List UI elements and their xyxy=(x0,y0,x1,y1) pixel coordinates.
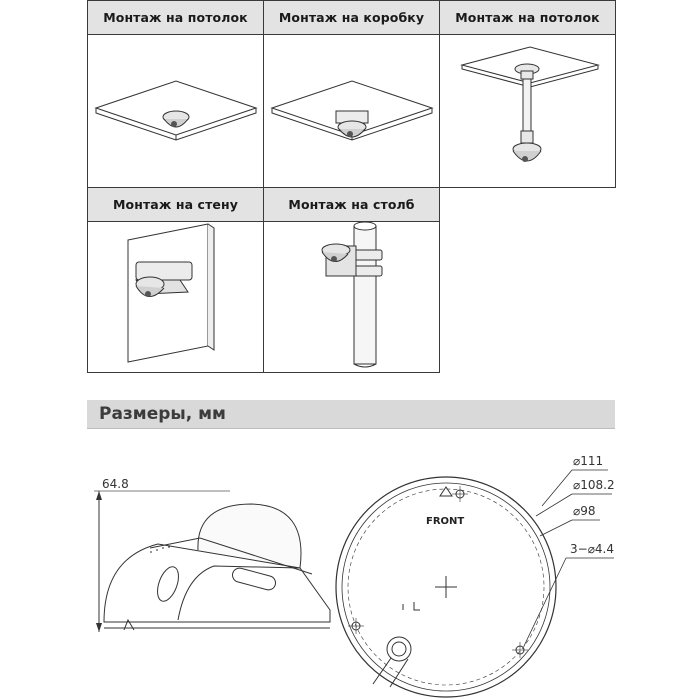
top-view-drawing xyxy=(336,454,615,697)
wall-mount-illustration xyxy=(88,222,263,372)
mount-cell-junction-box xyxy=(263,0,440,188)
holes-label: 3−⌀4.4 xyxy=(570,542,614,556)
dimensions-header xyxy=(87,400,615,429)
side-view-drawing xyxy=(94,477,330,632)
mount-label-ceiling: Монтаж на потолок xyxy=(88,1,263,35)
pole-mount-illustration xyxy=(264,222,439,372)
diameter-98-label: ⌀98 xyxy=(573,504,596,518)
mount-cell-wall xyxy=(87,187,264,373)
mount-label-pole: Монтаж на столб xyxy=(264,188,439,222)
mount-label-wall: Монтаж на стену xyxy=(88,188,263,222)
diameter-111-label: ⌀111 xyxy=(573,454,604,468)
dimensions-title: Размеры, мм xyxy=(99,404,226,424)
mount-label-ceiling-pendant: Монтаж на потолок xyxy=(440,1,615,35)
mount-cell-ceiling-pendant xyxy=(439,0,616,188)
junction-box-mount-illustration xyxy=(264,35,439,187)
mount-cell-ceiling xyxy=(87,0,264,188)
side-height-label: 64.8 xyxy=(102,477,129,491)
pendant-mount-illustration xyxy=(440,35,615,187)
mount-label-junction-box: Монтаж на коробку xyxy=(264,1,439,35)
dimension-drawing xyxy=(0,440,700,700)
diameter-108-label: ⌀108.2 xyxy=(573,478,615,492)
mount-cell-pole xyxy=(263,187,440,373)
front-label: FRONT xyxy=(426,516,465,527)
ceiling-mount-illustration xyxy=(88,35,263,187)
